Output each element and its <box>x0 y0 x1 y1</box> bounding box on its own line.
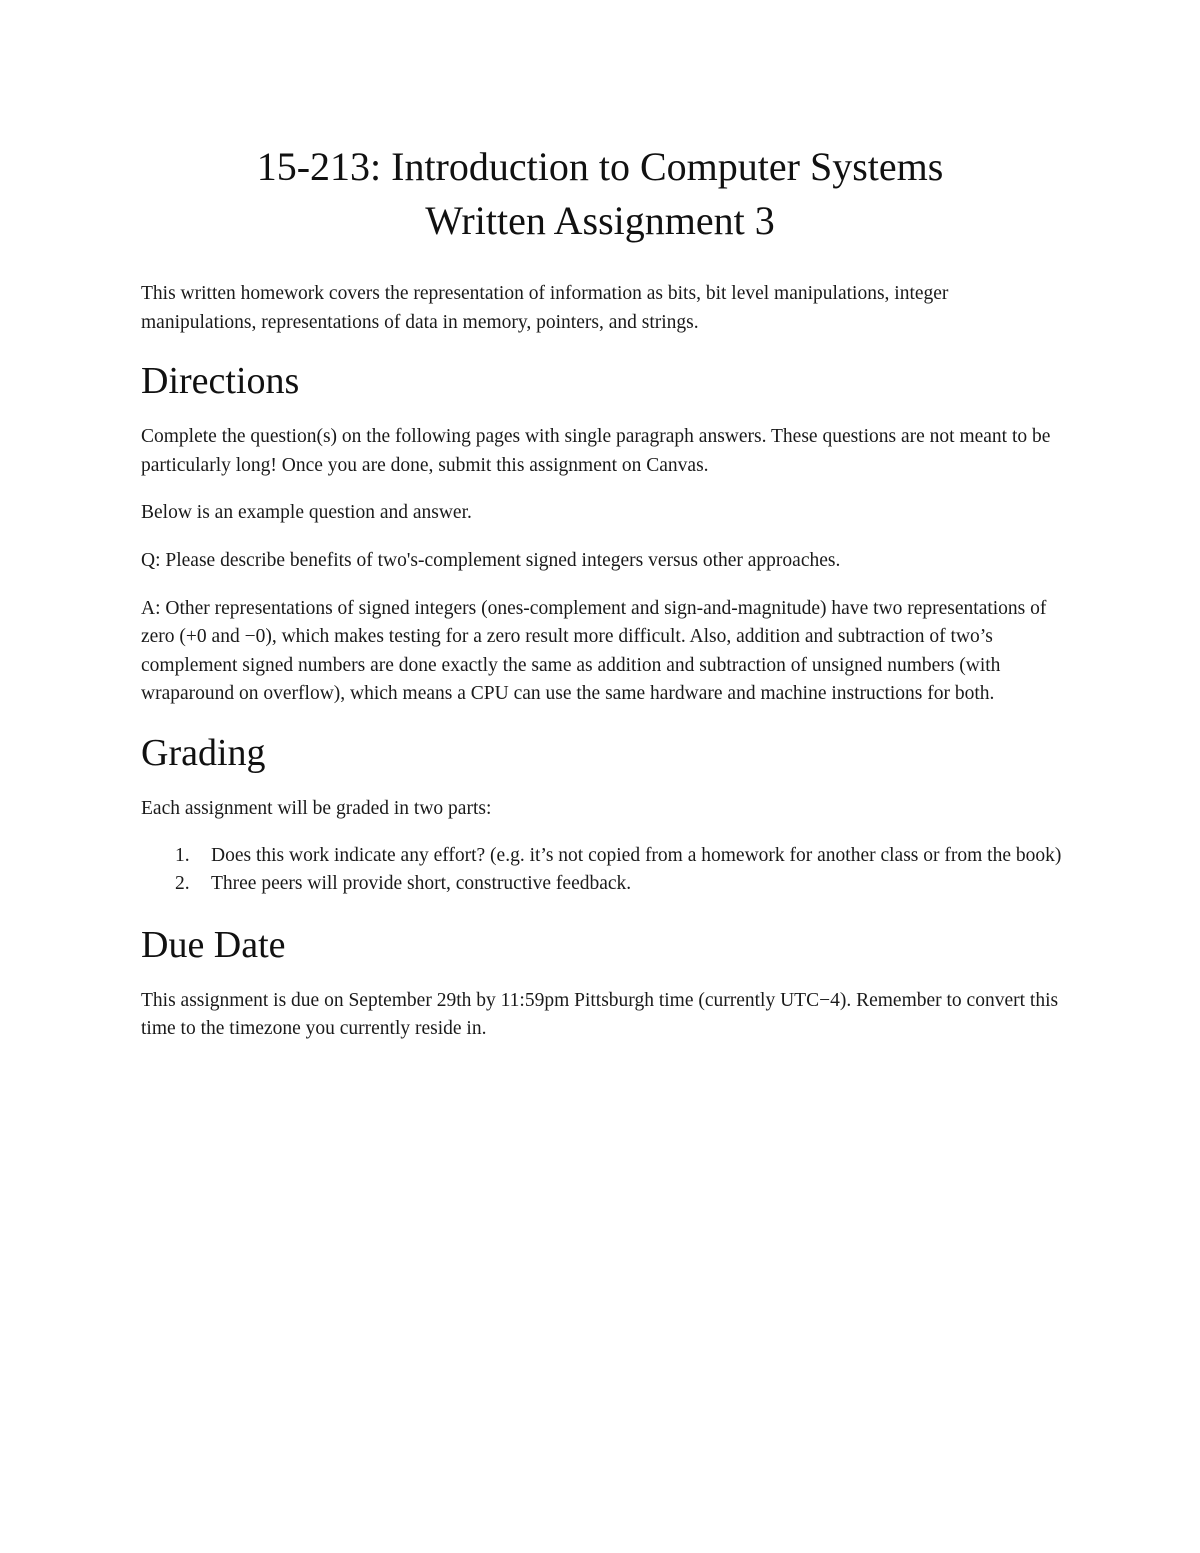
example-question: Q: Please describe benefits of two's-complement signed integers versus other approaches. <box>141 549 841 571</box>
example-intro-paragraph: Below is an example question and answer. <box>141 502 472 524</box>
assignment-title: Written Assignment 3 <box>425 198 775 243</box>
list-item-text: Three peers will provide short, constructive feedback. <box>211 873 632 895</box>
grading-heading: Grading <box>141 731 266 774</box>
list-number: 1. <box>175 844 190 866</box>
grading-list-item <box>141 842 1066 871</box>
example-answer: A: Other representations of signed integers (ones-complement and sign-and-magnitude) have two representations of zero (+0 and −0), which makes testing for a zero result more difficult. Also, addition and subtraction of two’s complement signed numbers are done exactly the same as addition and subtraction of unsigned numbers (with wraparound on overflow), which means a CPU can use the same hardware and machine instructions for both. <box>141 597 1047 705</box>
due-date-heading: Due Date <box>141 923 286 966</box>
directions-heading: Directions <box>141 360 300 403</box>
document-body <box>141 280 1066 1044</box>
list-number: 2. <box>175 873 190 895</box>
directions-paragraph: Complete the question(s) on the following pages with single paragraph answers. These questions are not meant to be particularly long! Once you are done, submit this assignment on Canvas. <box>141 426 1051 476</box>
document-title <box>0 140 1200 248</box>
intro-paragraph: This written homework covers the representation of information as bits, bit level manipulations, integer manipulations, representations of data in memory, pointers, and strings. <box>141 283 949 333</box>
grading-list-item <box>141 870 1066 899</box>
grading-intro: Each assignment will be graded in two parts: <box>141 797 492 819</box>
grading-list <box>141 842 1066 899</box>
due-date-paragraph: This assignment is due on September 29th by 11:59pm Pittsburgh time (currently UTC−4). Remember to convert this time to the timezone you currently reside in. <box>141 989 1059 1040</box>
list-item-text: Does this work indicate any effort? (e.g. it’s not copied from a homework for another class or from the book) <box>211 844 1062 866</box>
course-title: 15-213: Introduction to Computer Systems <box>256 144 944 189</box>
